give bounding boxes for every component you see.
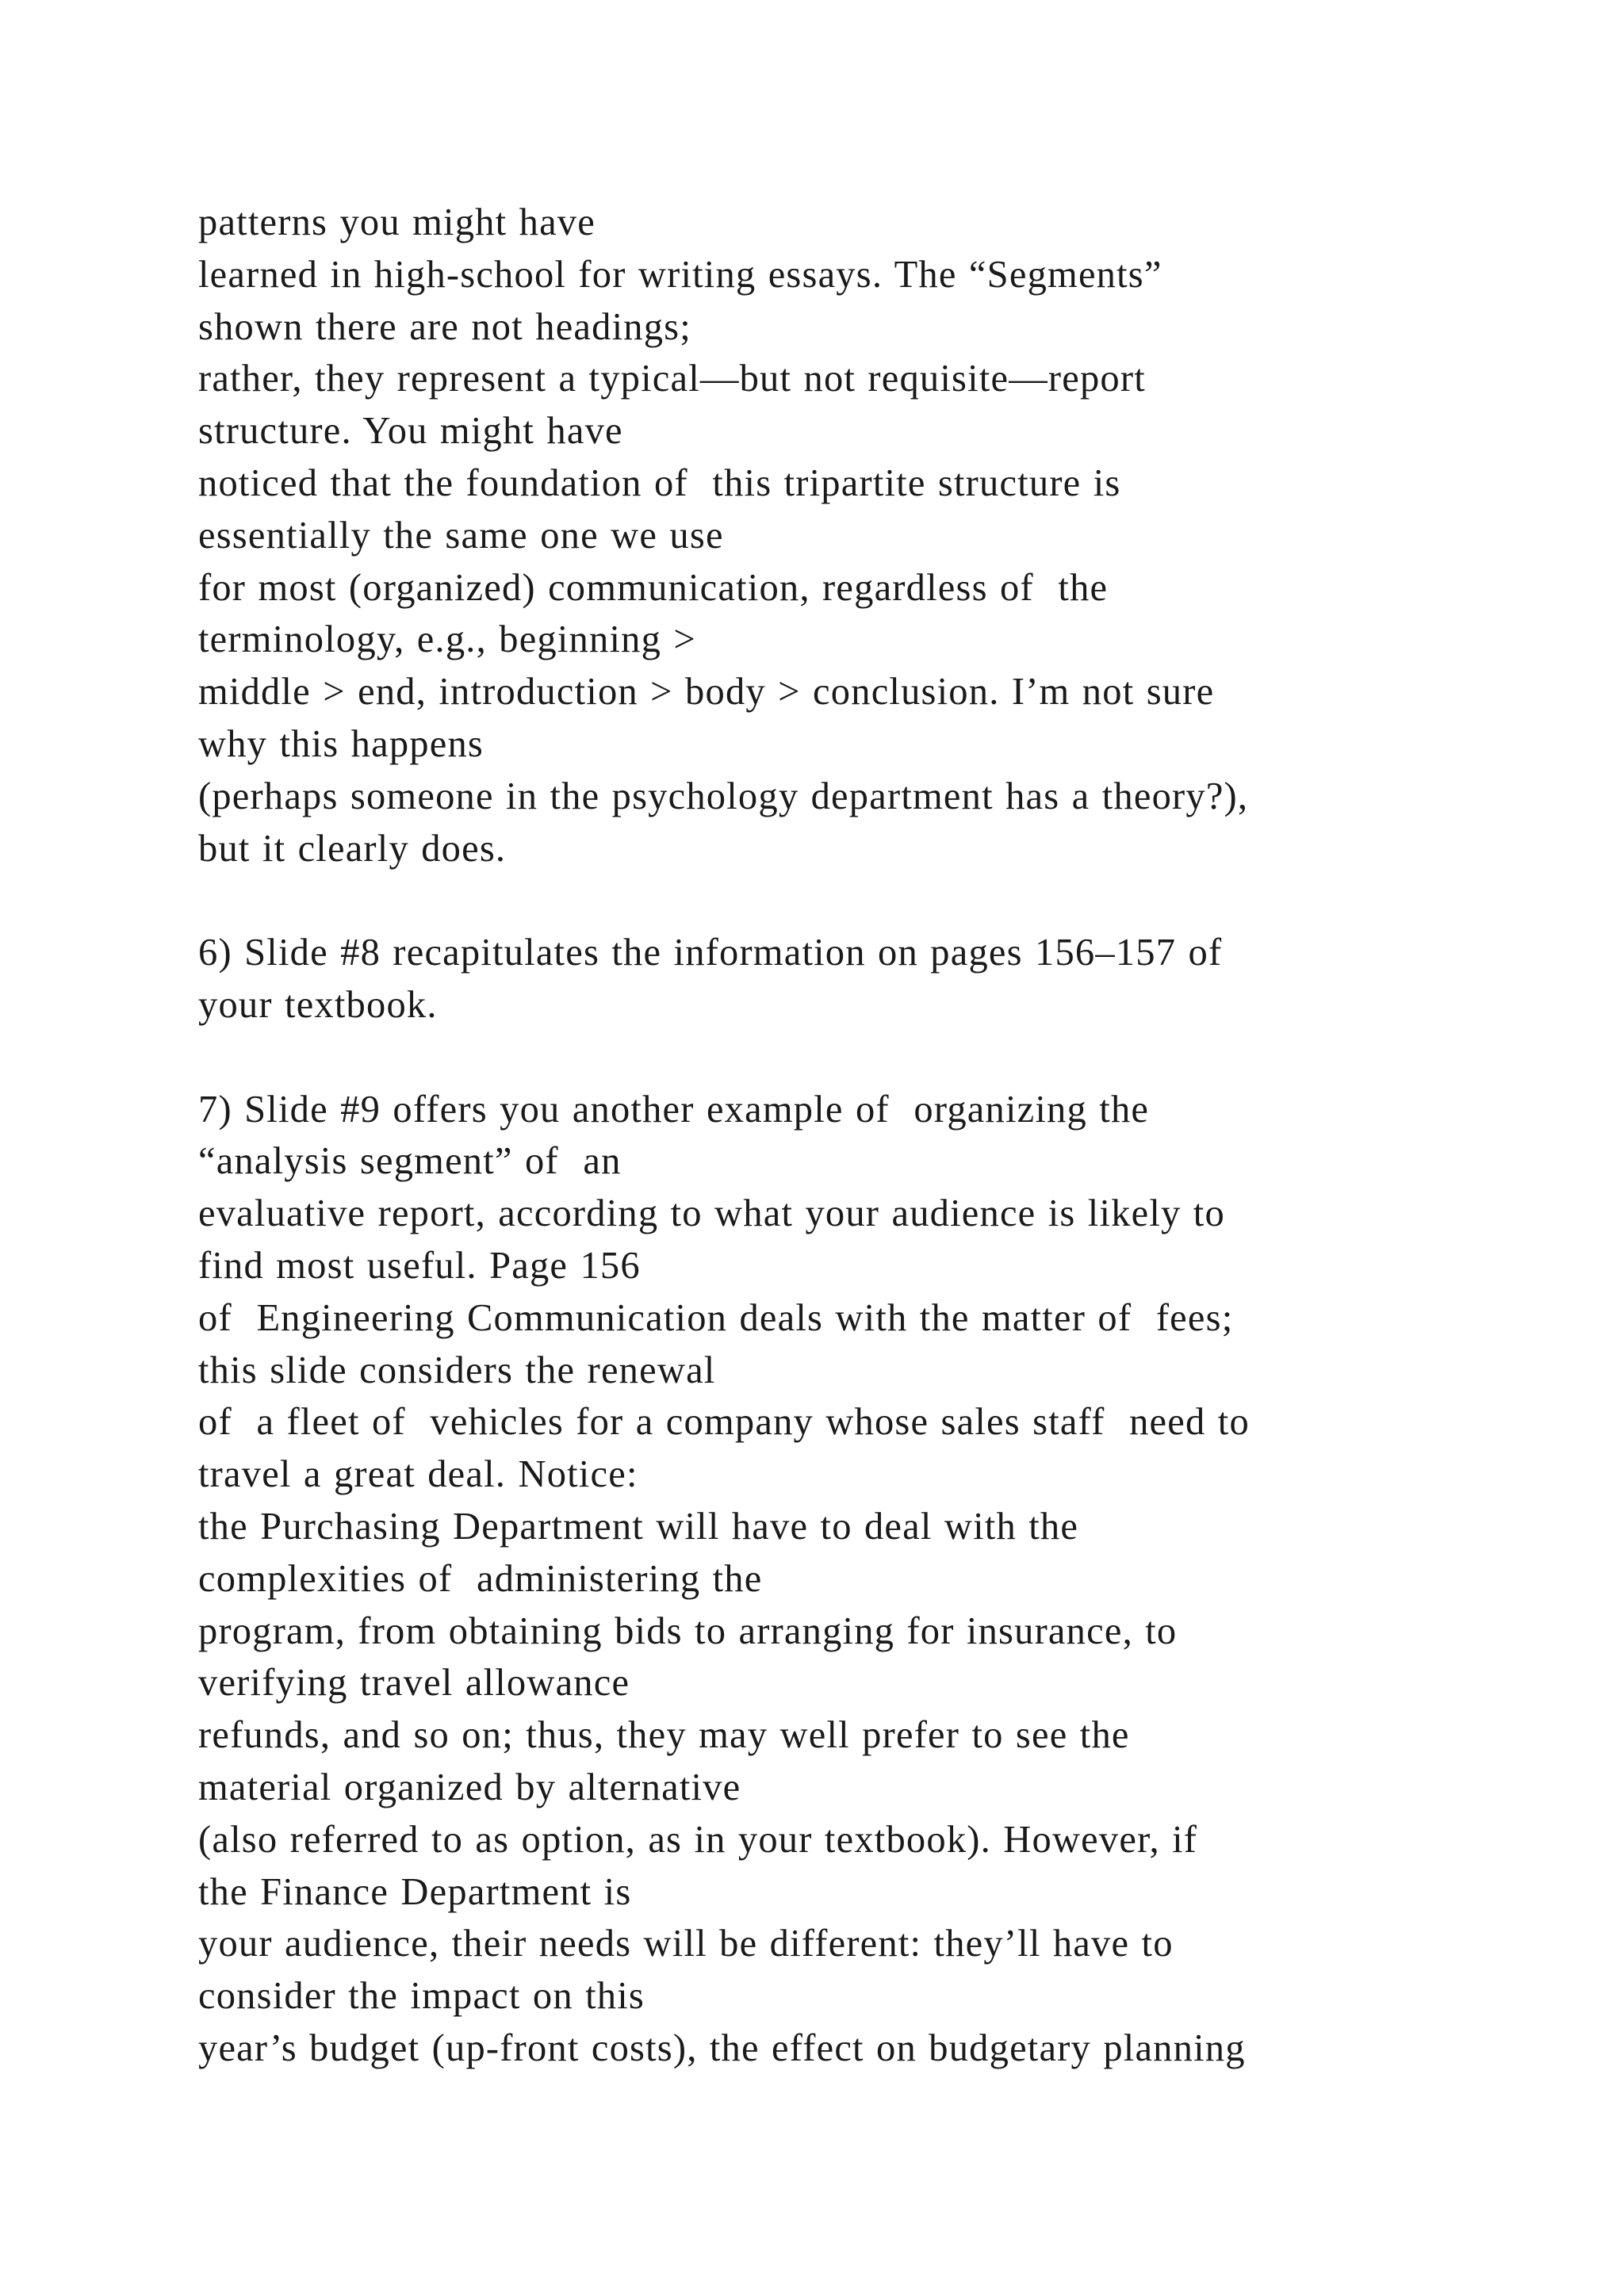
text-line: rather, they represent a typical—but not requisite—report [198, 358, 1146, 400]
text-line: find most useful. Page 156 [198, 1244, 641, 1287]
text-line: your audience, their needs will be different: they’ll have to [198, 1923, 1174, 1965]
text-line: consider the impact on this [198, 1975, 645, 2018]
text-line: year’s budget (up-front costs), the effect on budgetary planning [198, 2026, 1246, 2069]
text-line: “analysis segment” of an [198, 1140, 622, 1183]
text-line: (also referred to as option, as in your textbook). However, if [198, 1818, 1198, 1861]
text-line: learned in high-school for writing essays. The “Segments” [198, 253, 1162, 296]
text-line: essentially the same one we use [198, 514, 724, 557]
text-line: terminology, e.g., beginning > [198, 618, 696, 661]
text-line: shown there are not headings; [198, 305, 691, 348]
text-line: complexities of administering the [198, 1557, 763, 1600]
text-line: why this happens [198, 722, 484, 765]
text-line: structure. You might have [198, 410, 623, 453]
text-line: your textbook. [198, 983, 438, 1026]
text-line: evaluative report, according to what your audience is likely to [198, 1192, 1225, 1235]
text-line: program, from obtaining bids to arranging for insurance, to [198, 1609, 1178, 1652]
paragraph-break [198, 1031, 1467, 1084]
text-line: for most (organized) communication, regardless of the [198, 566, 1109, 609]
text-line: 6) Slide #8 recapitulates the information on pages 156–157 of [198, 932, 1223, 974]
text-line: this slide considers the renewal [198, 1349, 716, 1391]
text-line: patterns you might have [198, 201, 596, 243]
text-line: verifying travel allowance [198, 1662, 630, 1705]
text-line: but it clearly does. [198, 827, 507, 870]
text-line: material organized by alternative [198, 1766, 741, 1808]
text-line: the Finance Department is [198, 1870, 632, 1913]
text-line: middle > end, introduction > body > conclusion. I’m not sure [198, 671, 1215, 714]
body-text [198, 197, 1467, 2075]
text-line: (perhaps someone in the psychology department has a theory?), [198, 775, 1249, 817]
text-line: noticed that the foundation of this tripartite structure is [198, 461, 1121, 504]
text-line: refunds, and so on; thus, they may well prefer to see the [198, 1714, 1130, 1757]
text-line: the Purchasing Department will have to deal with the [198, 1505, 1079, 1548]
text-line: of a fleet of vehicles for a company whose sales staff need to [198, 1401, 1250, 1444]
text-line: 7) Slide #9 offers you another example of organizing the [198, 1088, 1150, 1131]
text-line: of Engineering Communication deals with the matter of fees; [198, 1296, 1234, 1339]
paragraph-break [198, 874, 1467, 927]
text-line: travel a great deal. Notice: [198, 1453, 638, 1496]
